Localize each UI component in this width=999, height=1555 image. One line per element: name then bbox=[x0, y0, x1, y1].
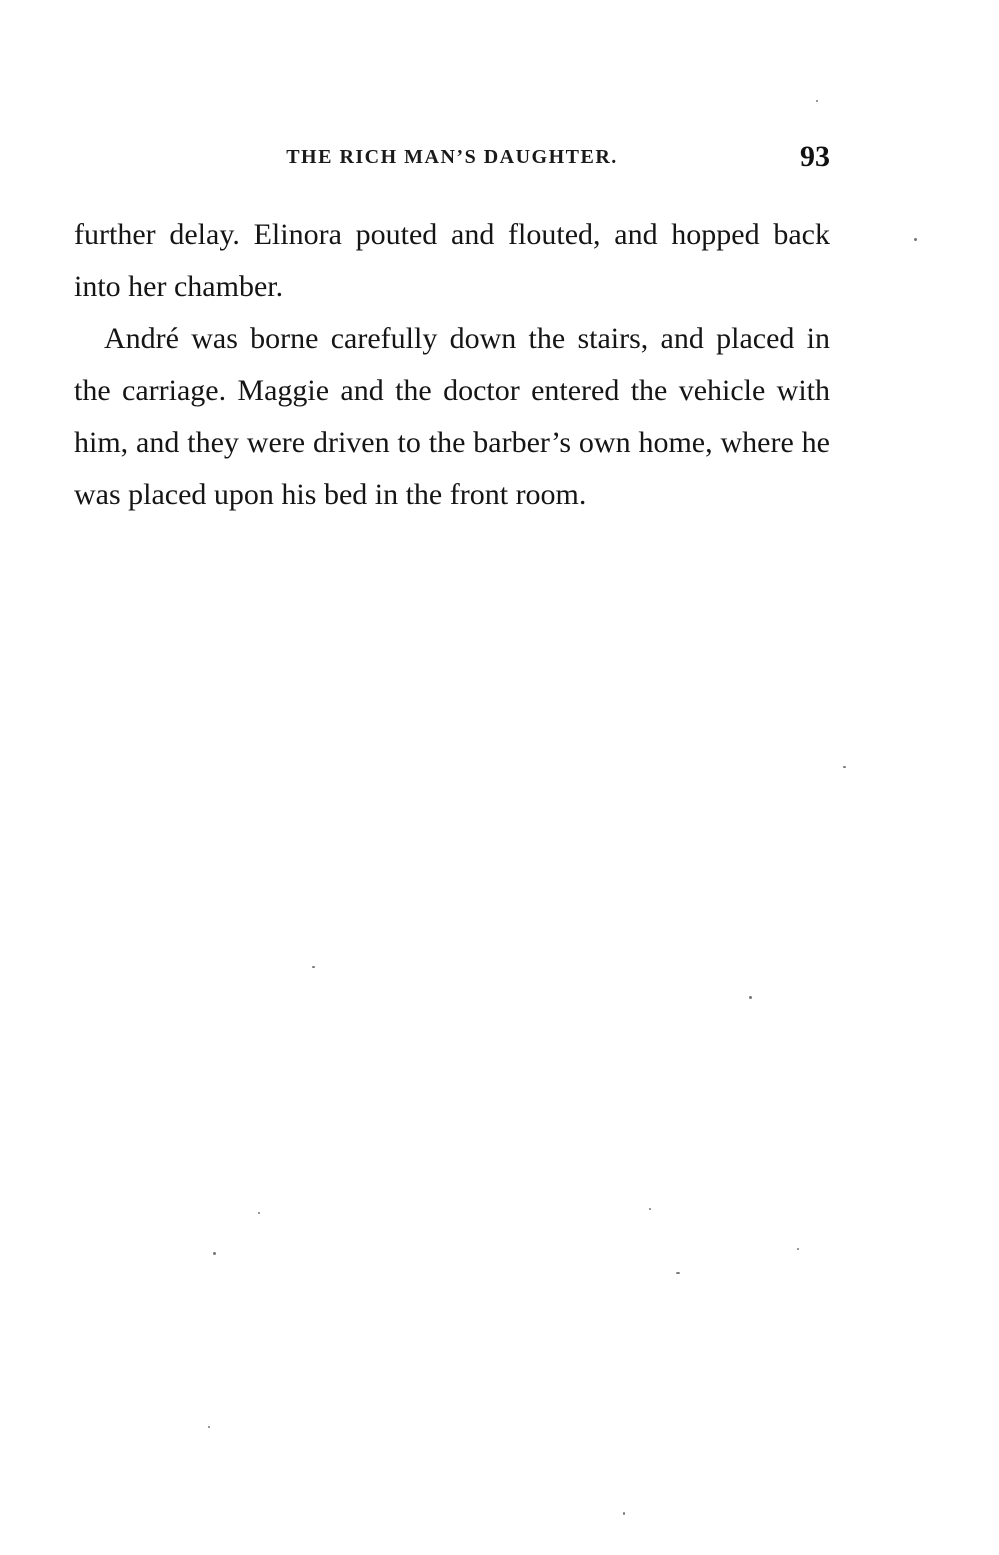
scan-speck bbox=[843, 766, 846, 768]
scan-speck bbox=[258, 1212, 260, 1214]
paragraph: André was borne carefully down the stairs, and placed in the carriage. Maggie and the doctor entered the vehicle with him, and they were driven to the barber’s own home, where he was placed upon his bed in the front room. bbox=[74, 322, 830, 511]
scan-speck bbox=[914, 238, 917, 241]
scan-speck bbox=[208, 1426, 210, 1428]
scan-speck bbox=[623, 1512, 625, 1515]
scan-speck bbox=[797, 1248, 799, 1250]
scan-speck bbox=[749, 996, 752, 999]
scan-speck bbox=[816, 100, 818, 102]
scan-speck bbox=[676, 1272, 680, 1274]
running-head bbox=[74, 140, 830, 180]
scan-speck bbox=[312, 966, 315, 968]
running-title: THE RICH MAN’S DAUGHTER. bbox=[286, 146, 618, 168]
page-number: 93 bbox=[800, 140, 830, 173]
paragraph-continued: further delay. Elinora pouted and flouted, and hopped back into her chamber. bbox=[74, 218, 830, 303]
body-text bbox=[74, 209, 830, 521]
scan-speck bbox=[213, 1252, 216, 1255]
scan-speck bbox=[649, 1208, 651, 1210]
